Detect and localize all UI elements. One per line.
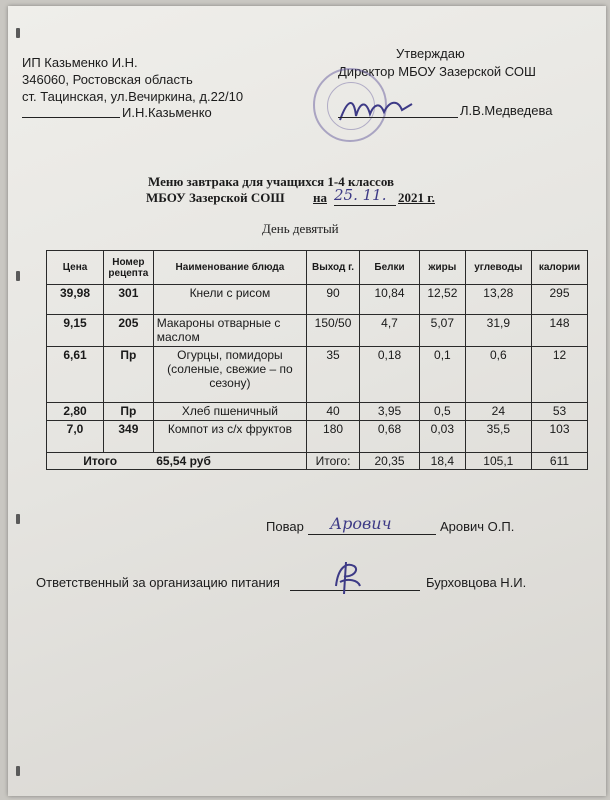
cell-price: 2,80	[47, 403, 104, 421]
cell-protein: 4,7	[359, 315, 419, 347]
header-carbs: углеводы	[465, 251, 531, 285]
cell-output: 35	[307, 347, 360, 403]
cell-carbs: 0,6	[465, 347, 531, 403]
cell-dish: Огурцы, помидоры (соленые, свежие – по сезону)	[153, 347, 306, 403]
director-signature	[336, 92, 416, 128]
document-sheet	[8, 6, 606, 796]
menu-title: Меню завтрака для учащихся 1-4 классов	[148, 174, 395, 189]
table-total-row	[47, 453, 588, 470]
approver-position: Директор МБОУ Зазерской СОШ	[338, 64, 536, 79]
cell-dish: Хлеб пшеничный	[153, 403, 306, 421]
header-calories: калории	[531, 251, 587, 285]
cell-protein: 3,95	[359, 403, 419, 421]
cell-calories: 12	[531, 347, 587, 403]
cell-carbs: 24	[465, 403, 531, 421]
supplier-region: 346060, Ростовская область	[22, 72, 193, 87]
binder-hole	[16, 766, 20, 776]
cell-output: 150/50	[307, 315, 360, 347]
total-label-2: Итого:	[307, 453, 360, 470]
director-name: Л.В.Медведева	[460, 103, 553, 118]
responsible-name: Бурховцова Н.И.	[426, 575, 527, 590]
header-recipe: Номер рецепта	[104, 251, 154, 285]
date-underline	[334, 205, 396, 206]
cell-dish: Макароны отварные с маслом	[153, 315, 306, 347]
supplier-name: ИП Казьменко И.Н.	[22, 55, 138, 70]
cell-carbs: 35,5	[465, 421, 531, 453]
approve-label: Утверждаю	[396, 46, 465, 61]
header-protein: Белки	[359, 251, 419, 285]
cell-price: 7,0	[47, 421, 104, 453]
supplier-signature-line	[22, 117, 120, 118]
cell-protein: 10,84	[359, 285, 419, 315]
table-header-row	[47, 251, 588, 285]
cell-fat: 0,03	[420, 421, 466, 453]
date-year: 2021 г.	[398, 190, 435, 205]
header-output: Выход г.	[307, 251, 360, 285]
binder-hole	[16, 28, 20, 38]
cell-fat: 0,5	[420, 403, 466, 421]
cell-price: 9,15	[47, 315, 104, 347]
cook-label: Повар	[266, 519, 304, 534]
cell-recipe: 205	[104, 315, 154, 347]
cell-price: 6,61	[47, 347, 104, 403]
table-row	[47, 315, 588, 347]
cook-name: Арович О.П.	[440, 519, 515, 534]
cell-recipe: Пр	[104, 403, 154, 421]
cell-output: 180	[307, 421, 360, 453]
cell-dish: Кнели с рисом	[153, 285, 306, 315]
cell-output: 90	[307, 285, 360, 315]
table-row	[47, 285, 588, 315]
cell-carbs: 13,28	[465, 285, 531, 315]
cell-fat: 5,07	[420, 315, 466, 347]
cook-signature-line	[308, 534, 436, 535]
table-row	[47, 421, 588, 453]
cell-protein: 0,68	[359, 421, 419, 453]
total-protein: 20,35	[359, 453, 419, 470]
responsible-signature	[330, 556, 366, 596]
table-row	[47, 347, 588, 403]
cook-signature: Арович	[330, 514, 392, 533]
cell-calories: 148	[531, 315, 587, 347]
cell-recipe: 301	[104, 285, 154, 315]
cell-calories: 53	[531, 403, 587, 421]
responsible-label: Ответственный за организацию питания	[36, 575, 280, 590]
supplier-signer: И.Н.Казьменко	[122, 105, 212, 120]
handwritten-date: 25. 11.	[334, 186, 387, 204]
school-name: МБОУ Зазерской СОШ	[146, 190, 285, 205]
binder-hole	[16, 271, 20, 281]
supplier-address: ст. Тацинская, ул.Вечиркина, д.22/10	[22, 89, 244, 104]
total-label: Итого	[47, 453, 154, 470]
header-dish: Наименование блюда	[153, 251, 306, 285]
cell-calories: 295	[531, 285, 587, 315]
cell-calories: 103	[531, 421, 587, 453]
date-prefix: на	[313, 190, 327, 205]
header-fat: жиры	[420, 251, 466, 285]
table-row	[47, 403, 588, 421]
total-calories: 611	[531, 453, 587, 470]
menu-table	[46, 250, 588, 470]
cell-output: 40	[307, 403, 360, 421]
total-fat: 18,4	[420, 453, 466, 470]
cell-recipe: 349	[104, 421, 154, 453]
cell-recipe: Пр	[104, 347, 154, 403]
cell-price: 39,98	[47, 285, 104, 315]
cell-dish: Компот из с/х фруктов	[153, 421, 306, 453]
binder-hole	[16, 514, 20, 524]
header-price: Цена	[47, 251, 104, 285]
cell-carbs: 31,9	[465, 315, 531, 347]
total-sum: 65,54 руб	[153, 453, 306, 470]
cell-protein: 0,18	[359, 347, 419, 403]
cell-fat: 0,1	[420, 347, 466, 403]
director-signature-line	[338, 117, 458, 118]
cell-fat: 12,52	[420, 285, 466, 315]
total-carbs: 105,1	[465, 453, 531, 470]
day-label: День девятый	[262, 221, 339, 236]
